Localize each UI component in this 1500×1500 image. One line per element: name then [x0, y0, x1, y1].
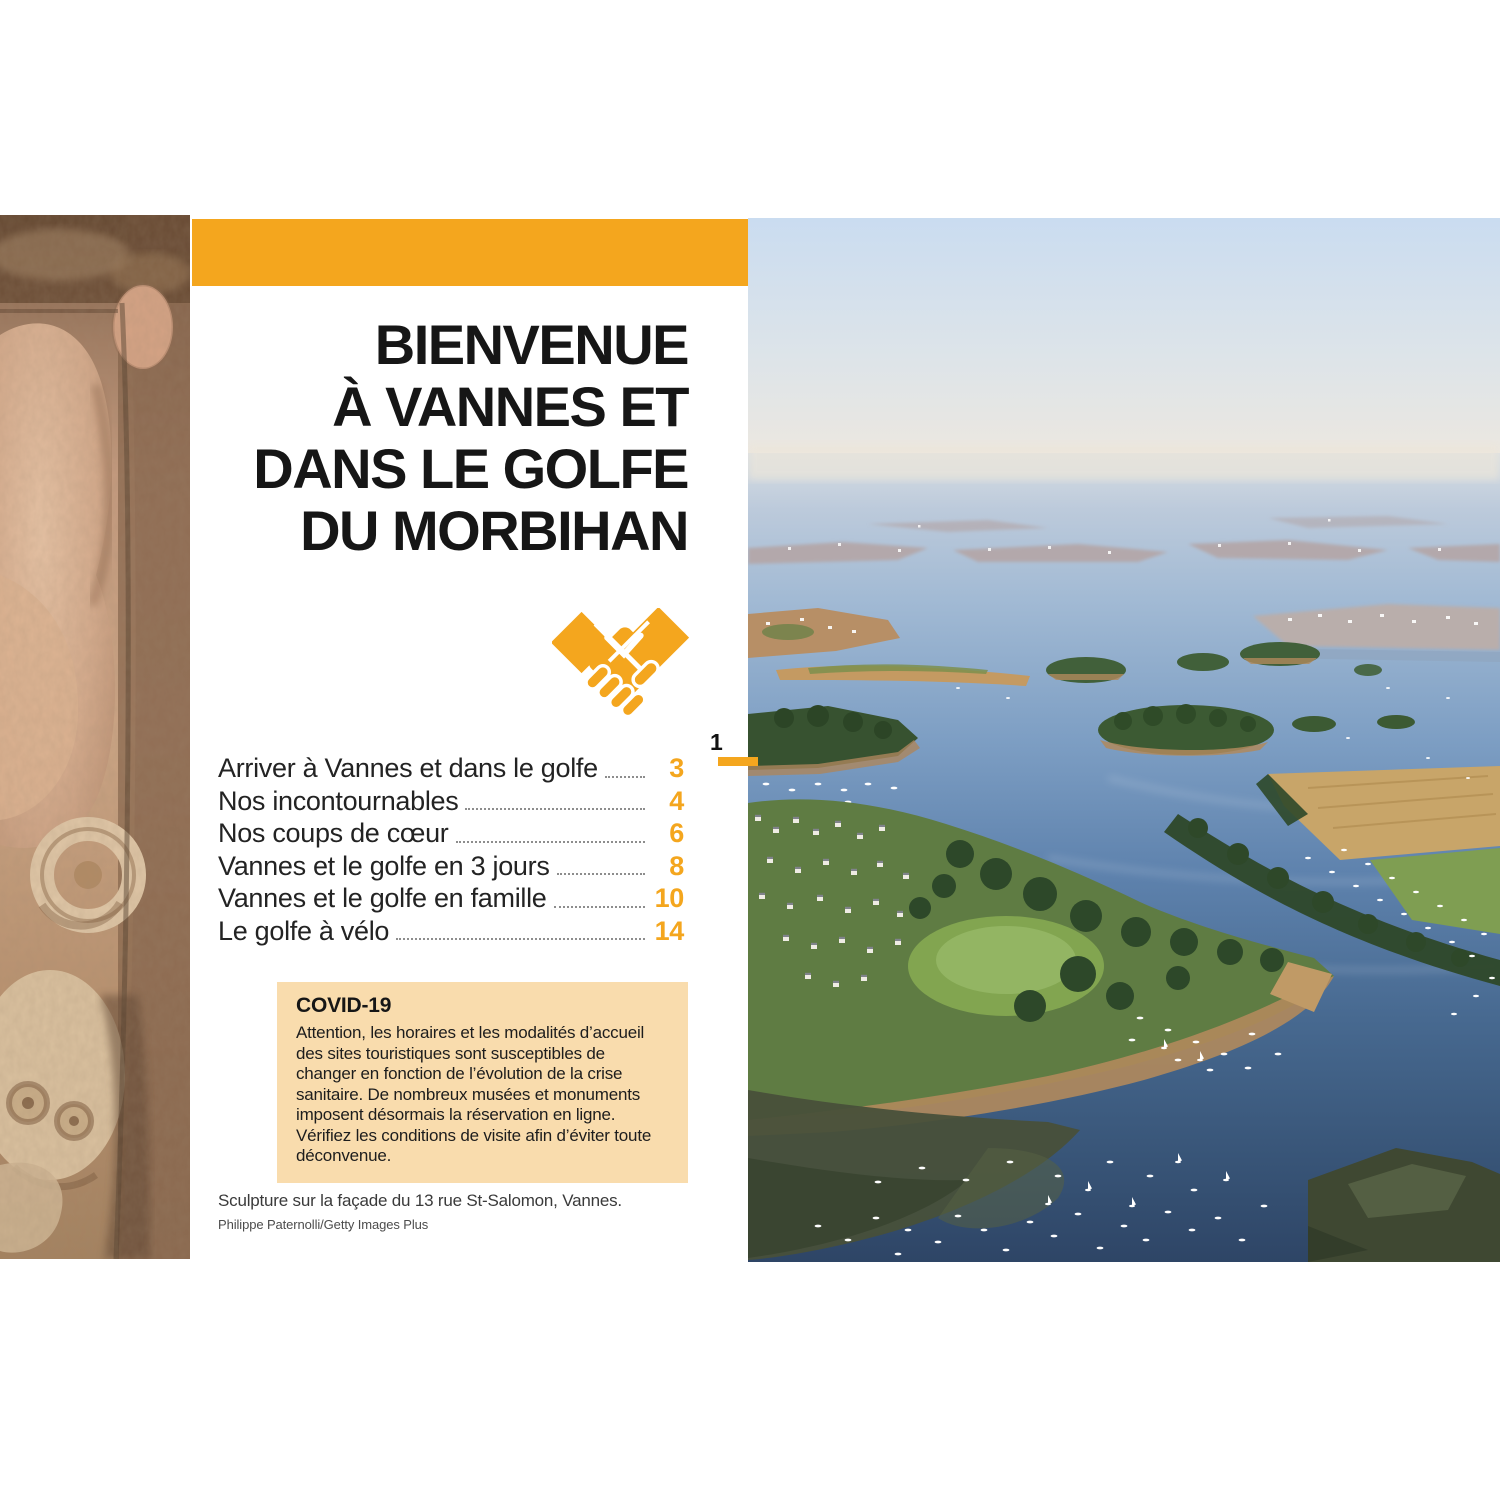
- toc-page-number: 6: [669, 818, 684, 848]
- gulf-aerial-photo: [748, 218, 1500, 1262]
- toc-row: [218, 882, 684, 915]
- toc-leader: [554, 906, 645, 908]
- toc-label: Vannes et le golfe en 3 jours: [218, 850, 550, 881]
- toc-page-number: 14: [654, 915, 684, 946]
- title-line: DU MORBIHAN: [300, 499, 688, 562]
- toc-row: [218, 850, 684, 883]
- toc-leader: [456, 841, 646, 843]
- title-line: DANS LE GOLFE: [253, 437, 688, 500]
- toc-page-number: 4: [669, 785, 684, 816]
- page-number-dash: [718, 757, 758, 766]
- handshake-icon: [552, 608, 690, 723]
- photo-caption-block: [218, 1191, 688, 1232]
- toc-label: Arriver à Vannes et dans le golfe: [218, 753, 598, 783]
- covid-notice: [277, 982, 688, 1183]
- toc-row: [218, 785, 684, 818]
- sculpture-photo: [0, 215, 190, 1259]
- photo-credit: Philippe Paternolli/Getty Images Plus: [218, 1217, 429, 1232]
- toc-row: [218, 915, 684, 948]
- toc-leader: [465, 808, 645, 810]
- page-title: [253, 314, 688, 562]
- toc-page-number: 10: [654, 883, 684, 913]
- toc-leader: [605, 776, 645, 778]
- toc-label: Vannes et le golfe en famille: [218, 883, 547, 913]
- toc-leader: [557, 873, 645, 875]
- toc-page-number: 8: [669, 850, 684, 881]
- toc-label: Le golfe à vélo: [218, 915, 390, 946]
- page-number: 1: [710, 729, 723, 755]
- toc-row: [218, 817, 684, 850]
- title-line: BIENVENUE: [374, 313, 688, 376]
- toc-label: Nos incontournables: [218, 785, 459, 816]
- title-line: À VANNES ET: [332, 375, 688, 438]
- toc-label: Nos coups de cœur: [218, 818, 449, 848]
- toc-page-number: 3: [669, 753, 684, 783]
- table-of-contents: [218, 752, 684, 947]
- orange-header-bar: [192, 219, 748, 286]
- covid-body: Attention, les horaires et les modalités d’accueil des sites touristiques sont susceptibles de changer en fonction de l’évolution de la crise sanitaire. De nombreux musées et monuments imposent désormais la réservation en ligne. Vérifiez les conditions de visite afin d’éviter toute déconvenue.: [296, 1023, 652, 1165]
- toc-row: [218, 752, 684, 785]
- toc-leader: [396, 938, 645, 940]
- covid-title: COVID-19: [296, 994, 392, 1017]
- photo-caption: Sculpture sur la façade du 13 rue St-Salomon, Vannes.: [218, 1191, 622, 1210]
